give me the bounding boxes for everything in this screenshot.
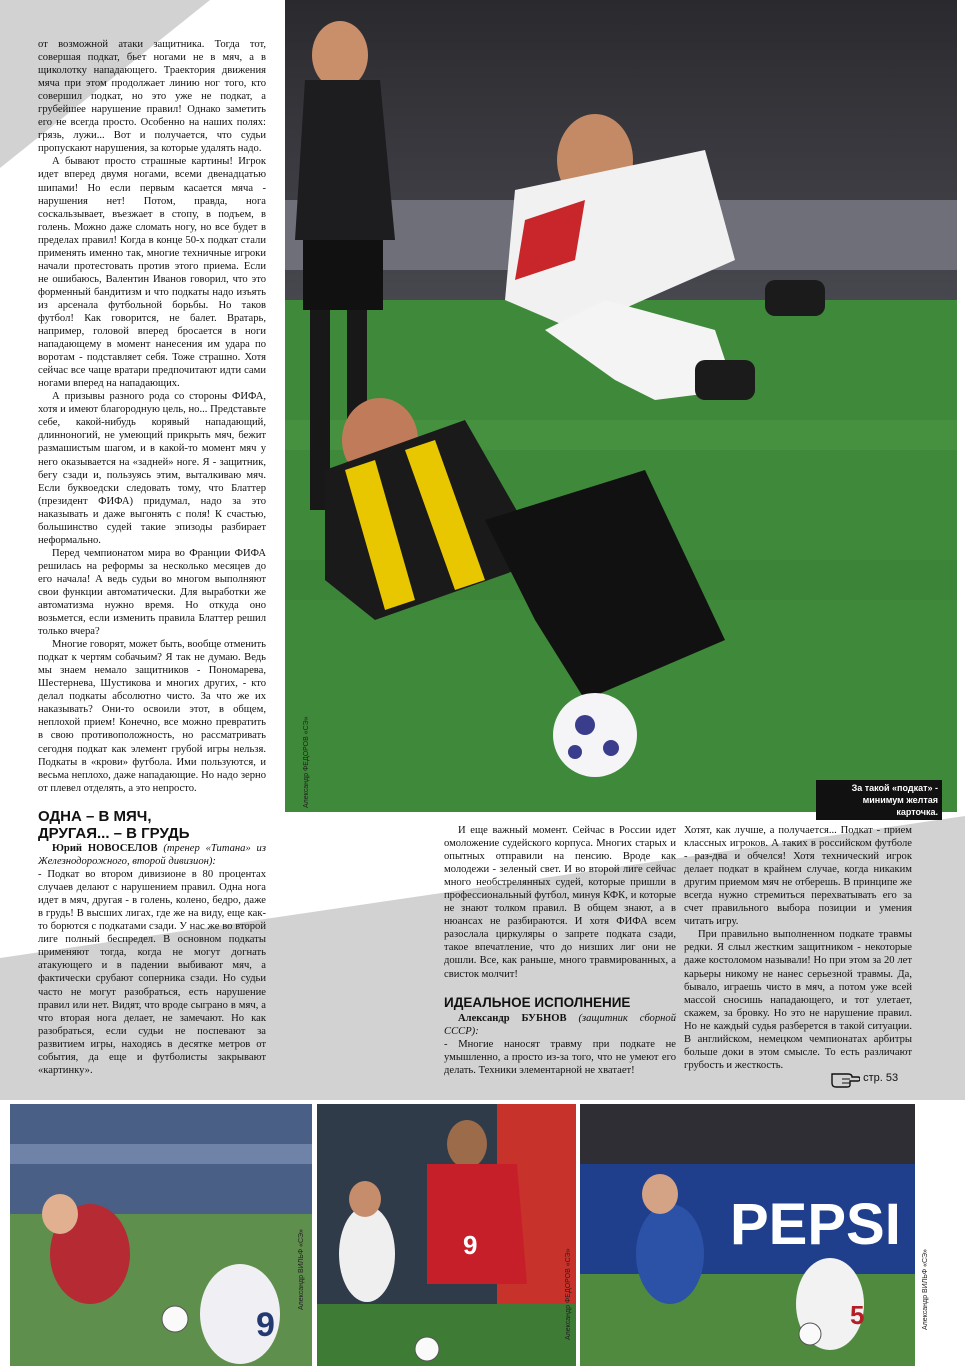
shirt-number: 9 [463, 1230, 478, 1260]
byline-name: Александр БУБНОВ [458, 1013, 567, 1024]
section2-body [444, 1012, 676, 1077]
section2-heading: ИДЕАЛЬНОЕ ИСПОЛНЕНИЕ [444, 995, 631, 1010]
soccer-ball-icon [553, 693, 637, 777]
heading-line: ДРУГАЯ... – В ГРУДЬ [38, 825, 190, 842]
paragraph: А бывают просто страшные картины! Игрок идет вперед двумя ногами, всеми двенадцатью шипами! Но если первым касается мяча - нарушения нет! Потом, правда, нога соскальзывает, въезжает в стопу, в подъем, в голень. Можно даже сломать ногу, но все будет в пределах правил! Когда в конце 50-х подкат стали применять именно так, многие техничные игроки начали протестовать против этого приема. Если не ошибаюсь, Валентин Иванов говорил, что это форменный бандитизм и что подкаты надо изъять из арсенала футбольной борьбы. Но таков футбол! Как говорится, не балет. Вратарь, например, головой вперед бросается в ноги нападающему в момент нанесения им удара по воротам - подставляет себя. Тоже страшно. Хотя сейчас все чаще вратари предпочитают идти сами ногами вперед на нападающих. [38, 156, 266, 390]
bottom-photo-left [10, 1104, 312, 1366]
bottom-photo-middle [317, 1104, 576, 1366]
byline-role: (тренер «Титана» из Железнодорожного, второй дивизион): [38, 843, 266, 868]
pointing-hand-icon [830, 1068, 860, 1088]
paragraph: от возможной атаки защитника. Тогда тот, совершая подкат, бьет ногами не в мяч, а в щиколотку нападающего. Траектория движения мяча при этом продолжает линию ног того, кто совершил подкат, но это уже не подкат, а грубейшее нарушение правил! Однако заметить его не всегда просто. Особенно на наших полях: грязь, лужи... Вот и получается, что судьи пропускают нарушения, за которые удалять надо. [38, 39, 266, 155]
paragraph: При правильно выполненном подкате травмы редки. Я слыл жестким защитником - некоторые даже костоломом называли! Но при этом за 20 лет карьеры никому не нанес серьезной травмы. Да, бывало, играешь чисто в мяч, а потом уже всей массой сносишь нападающего, и тот улетает, скажем, за бровку. Но это не нарушение правил. Но не каждый судья разберется в такой ситуации. В английском, немецком чемпионатах арбитры больше доки в этом смысле. То есть различают грубость и жесткость. [684, 929, 912, 1071]
continued-on-page[interactable] [830, 1068, 898, 1088]
paragraph: Перед чемпионатом мира во Франции ФИФА решилась на реформы за несколько месяцев до его начала! А ведь судьи во многом выполняют свои функции автоматически. Для выработки же автоматизма нужно время. Но откуда оно возьмется, если изменить правила Блаттер решил только вчера? [38, 547, 266, 638]
paragraph: Многие говорят, может быть, вообще отменить подкат к чертям собачьим? Я так не думаю. Ведь мы знаем немало защитников - Пономарева, Шестернева, Шустикова и многих других, - кто делал подкаты абсолютно чисто. За что же их наказывать? Они-то освоили этот, в общем, неплохой прием! Конечно, все можно превратить в свою противоположность, но рассматривать сегодня подкат как элемент грубой игры нельзя. Подкаты в «крови» футбола. Ими пользуются, и весьма неплохо, даже нападающие. Но надо зерно от плевел отделять, а это непросто. [38, 639, 266, 794]
paragraph: - Подкат во втором дивизионе в 80 процентах случаев делают с нарушением правил. Одна нога идет в мяч, другая - в голень, колено, бедро, даже в грудь! В высших лигах, где же на виду, еще как-то борются с подкатами сзади. У нас же во второй лиге полный беспредел. В основном подкаты применяют тогда, когда не могут догнать атакующего и в падении выбивают мяч, а фактически срубают соперника сзади. Но судьи часто не могут разобраться, есть нарушение правил или нет. Видят, что вроде сыграно в мяч, а что вторая нога делает, не замечают. Но как разобраться, если судьи не поспевают за развитием игры, находясь в десятке метров от события, да еще и футболисты закрывают «картинку». [38, 869, 266, 1076]
main-photo [285, 0, 957, 812]
heading-line: ОДНА – В МЯЧ, [38, 808, 152, 825]
article-column-left-top [38, 38, 266, 795]
shirt-number: 5 [850, 1300, 865, 1330]
byline [444, 1012, 676, 1038]
byline-role: (защитник сборной СССР): [444, 1013, 676, 1038]
paragraph: - Многие наносят травму при подкате не умышленно, а просто из-за того, что не умеют его делать. Техники элементарной не хватает! [444, 1039, 676, 1077]
section1-body [38, 842, 266, 1077]
shirt-number: 9 [256, 1306, 275, 1344]
page-reference: стр. 53 [863, 1071, 899, 1084]
byline [38, 842, 266, 868]
paragraph: А призывы разного рода со стороны ФИФА, хотя и имеют благородную цель, но... Представьте себе, какой-нибудь корявый нападающий, длинноногий, не умеющий прикрыть мяч, бежит размашистым шагом, и в какой-то момент мяч у него оказывается на «задней» ноге. Я - защитник, бегу сзади и, пользуясь этим, выталкиваю мяч. Если буквоедски следовать тому, что Блаттер (президент ФИФА) придумал, надо за это наказывать и даже выгонять с поля! К счастью, большинство судей такие эпизоды разбирает неформально. [38, 391, 266, 546]
article-column-right [684, 824, 912, 1072]
pepsi-banner-text: PEPSI [730, 1192, 901, 1257]
bottom-photo-right [580, 1104, 915, 1366]
main-photo-caption [816, 780, 942, 820]
bottom-right-credit: Александр ВИЛЬФ «СЭ» [922, 1249, 929, 1330]
paragraph: Хотят, как лучше, а получается... Подкат - прием классных игроков. А таких в российском футболе - раз-два и обчелся! Хотя технический игрок делает подкат в крайнем случае, когда никаким другим приемом мяч не отберешь. В принципе же всегда нужно стремиться перехватывать его за счет правильного выбора позиции и умения читать игру. [684, 825, 912, 928]
bottom-left-credit: Александр ВИЛЬФ «СЭ» [298, 1229, 305, 1310]
caption-line: За такой «подкат» - [851, 783, 938, 793]
article-column-middle [444, 824, 676, 981]
caption-line: минимум желтая карточка. [862, 795, 938, 817]
paragraph: И еще важный момент. Сейчас в России идет омоложение судейского корпуса. Многих старых и опытных отправили на пенсию. Вроде как молодежи - зеленый свет. И во второй лиге сейчас много необстрелянных судей, которые пришли в профессиональный футбол, минуя КФК, и которые не знают толком правил. В общем знают, а в нюансах не разбираются. И хотя ФИФА всем разослала циркуляры о запрете подката сзади, такое впечатление, что до низших лиг они не дошли. Все, как раньше, много травмированных, а свисток молчит! [444, 825, 676, 980]
section1-heading [38, 808, 288, 842]
main-photo-credit: Александр ФЕДОРОВ «СЭ» [303, 716, 310, 808]
byline-name: Юрий НОВОСЕЛОВ [52, 843, 158, 854]
bottom-middle-credit: Александр ФЕДОРОВ «СЭ» [565, 1248, 572, 1340]
